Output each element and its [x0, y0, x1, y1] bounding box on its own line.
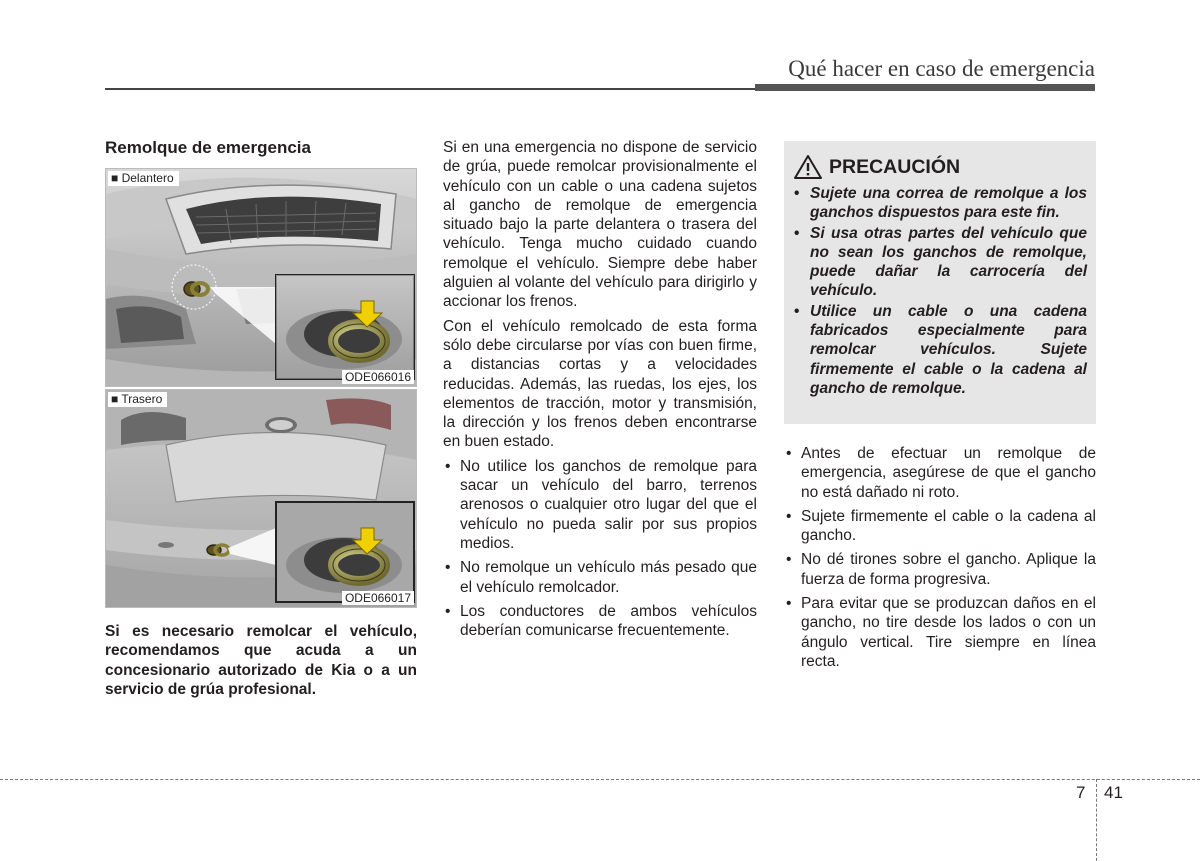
front-figure-code: ODE066016	[342, 370, 414, 384]
caution-item: • Sujete una correa de remolque a los ganchos dispuestos para este fin.	[793, 184, 1087, 223]
caution-header	[793, 154, 1087, 180]
caution-item: • Utilice un cable o una cadena fabricados especialmente para remolcar vehículos. Sujete firmemente el cable o la cadena al gancho de remolque.	[793, 302, 1087, 398]
front-figure-label: ■ Delantero	[108, 171, 179, 186]
header-rule-thin	[105, 88, 755, 90]
list-item: • Sujete firmemente el cable o la cadena al gancho.	[784, 507, 1096, 546]
list-item: • Los conductores de ambos vehículos deberían comunicarse frecuentemente.	[443, 602, 757, 641]
right-column	[784, 444, 1096, 676]
hook-instructions-list	[784, 444, 1096, 671]
page-number: 41	[1104, 783, 1123, 802]
paragraph: Si en una emergencia no dispone de servicio de grúa, puede remolcar provisionalmente el vehículo con un cable o una cadena sujetos al gancho de remolque de emergencia situado bajo la parte delantera o trasera del vehículo. Tenga mucho cuidado cuando remolque el vehículo. Siempre debe haber alguien al volante del vehículo para dirigirlo y accionar los frenos.	[443, 139, 757, 311]
header-rule-thick	[755, 84, 1095, 91]
rear-figure-code: ODE066017	[342, 591, 414, 605]
section-title: Remolque de emergencia	[105, 138, 311, 157]
rear-tow-hook-figure	[105, 389, 417, 608]
warning-triangle-icon	[793, 154, 823, 180]
rear-car-illustration	[106, 390, 417, 608]
towing-rules-list	[443, 457, 757, 641]
section-header: Qué hacer en caso de emergencia	[788, 56, 1095, 81]
list-item: • No remolque un vehículo más pesado que el vehículo remolcador.	[443, 558, 757, 597]
chapter-number: 7	[1076, 783, 1086, 802]
front-car-illustration	[106, 169, 417, 387]
front-tow-hook-figure	[105, 168, 417, 387]
list-item: • Antes de efectuar un remolque de emergencia, asegúrese de que el gancho no está dañado ni roto.	[784, 444, 1096, 502]
paragraph: Con el vehículo remolcado de esta forma sólo debe circularse por vías con buen firme, a distancias cortas y a velocidades reducidas. Además, las ruedas, los ejes, los elementos de tracción, motor y transmisión, la dirección y los frenos deben encontrarse en buen estado.	[443, 317, 757, 451]
caution-box	[784, 141, 1096, 424]
list-item: • No utilice los ganchos de remolque para sacar un vehículo del barro, terrenos arenosos o cualquier otro lugar del que el vehículo no pueda salir por sus propios medios.	[443, 457, 757, 553]
caution-item: • Si usa otras partes del vehículo que no sean los ganchos de remolque, puede dañar la carrocería del vehículo.	[793, 224, 1087, 301]
footer-divider	[0, 779, 1200, 780]
list-item: • No dé tirones sobre el gancho. Aplique la fuerza de forma progresiva.	[784, 550, 1096, 589]
caution-title: PRECAUCIÓN	[829, 155, 961, 178]
left-column	[105, 138, 417, 699]
tow-service-note: Si es necesario remolcar el vehículo, recomendamos que acuda a un concesionario autorizado de Kia o a un servicio de grúa profesional.	[105, 623, 417, 698]
footer-vertical-divider	[1096, 779, 1097, 861]
middle-column	[443, 138, 757, 645]
rear-figure-label: ■ Trasero	[108, 392, 167, 407]
list-item: • Para evitar que se produzcan daños en el gancho, no tire desde los lados o con un ángulo vertical. Tire siempre en línea recta.	[784, 594, 1096, 671]
caution-list	[793, 184, 1087, 398]
